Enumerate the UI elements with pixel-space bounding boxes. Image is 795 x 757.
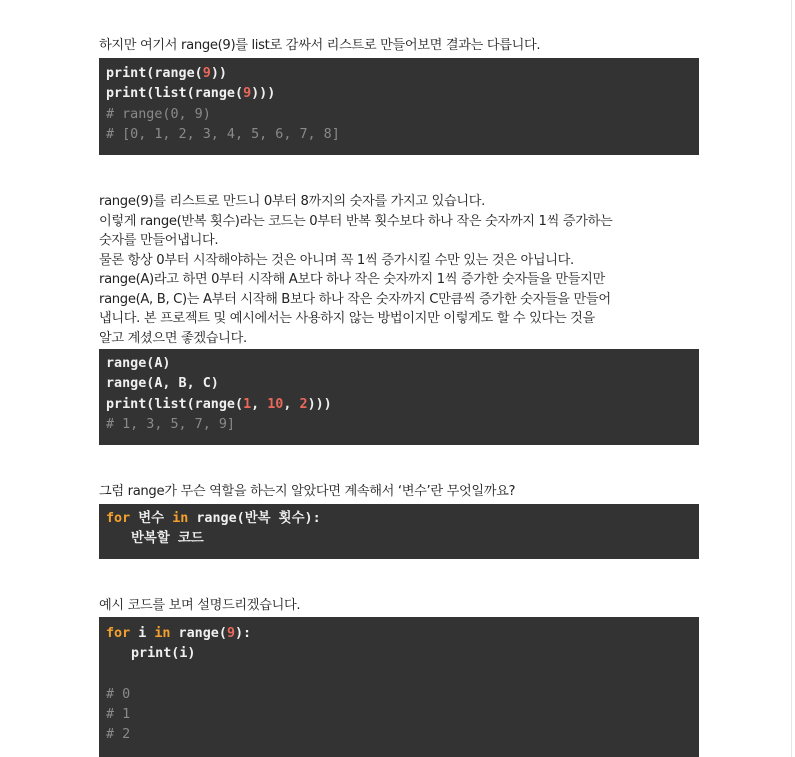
code-line: range(A, B, C) — [106, 376, 219, 392]
explanation-paragraph — [99, 192, 699, 348]
code-line: print(range(9)) — [106, 66, 227, 81]
code-block-for-example — [99, 617, 699, 757]
code-comment: # 0 — [106, 686, 131, 702]
code-line: for 변수 in range(반복 횟수): — [106, 511, 321, 526]
text-line: range(A)라고 하면 0부터 시작해 A보다 하나 작은 숫자까지 1씩 증가한 숫자들을 만들지만 — [99, 272, 605, 287]
code-block-range-list — [99, 58, 699, 155]
code-comment: # 2 — [106, 727, 131, 743]
code-line: range(A) — [106, 356, 171, 371]
text-line: 이렇게 range(반복 횟수)라는 코드는 0부터 반복 횟수보다 하나 작은 숫자까지 1씩 증가하는 — [99, 213, 613, 229]
scrollbar-edge — [791, 0, 792, 757]
code-line: print(list(range(9))) — [106, 86, 276, 102]
code-comment: # [0, 1, 2, 3, 4, 5, 6, 7, 8] — [106, 126, 340, 142]
code-blank-line — [106, 665, 699, 685]
code-line: for i in range(9): — [106, 626, 252, 641]
code-line: 반복할 코드 — [131, 531, 204, 547]
code-block-for-syntax — [99, 504, 699, 559]
text-line: 숫자를 만들어냅니다. — [99, 233, 219, 248]
intro-paragraph: 하지만 여기서 range(9)를 list로 감싸서 리스트로 만들어보면 결과는 다릅니다. — [99, 38, 541, 53]
code-block-range-args — [99, 349, 699, 445]
example-intro-paragraph: 예시 코드를 보며 설명드리겠습니다. — [99, 598, 301, 613]
code-comment: # 1 — [106, 707, 131, 723]
text-line: 물론 항상 0부터 시작해야하는 것은 아니며 꼭 1씩 증가시킬 수만 있는 것은 아닙니다. — [99, 252, 574, 268]
text-line: range(9)를 리스트로 만드니 0부터 8까지의 숫자를 가지고 있습니다. — [99, 194, 485, 209]
question-paragraph: 그럼 range가 무슨 역할을 하는지 알았다면 계속해서 ‘변수’란 무엇일까요? — [99, 484, 516, 499]
text-line: 알고 계셨으면 좋겠습니다. — [99, 330, 247, 346]
code-comment: # range(0, 9) — [106, 106, 211, 122]
code-comment: # 1, 3, 5, 7, 9] — [106, 416, 235, 432]
text-line: range(A, B, C)는 A부터 시작해 B보다 하나 작은 숫자까지 C만큼씩 증가한 숫자들을 만들어 — [99, 291, 611, 307]
code-line: print(i) — [131, 646, 196, 662]
text-line: 냅니다. 본 프로젝트 및 예시에서는 사용하지 않는 방법이지만 이렇게도 할 수 있다는 것을 — [99, 311, 595, 326]
code-line: print(list(range(1, 10, 2))) — [106, 396, 332, 412]
